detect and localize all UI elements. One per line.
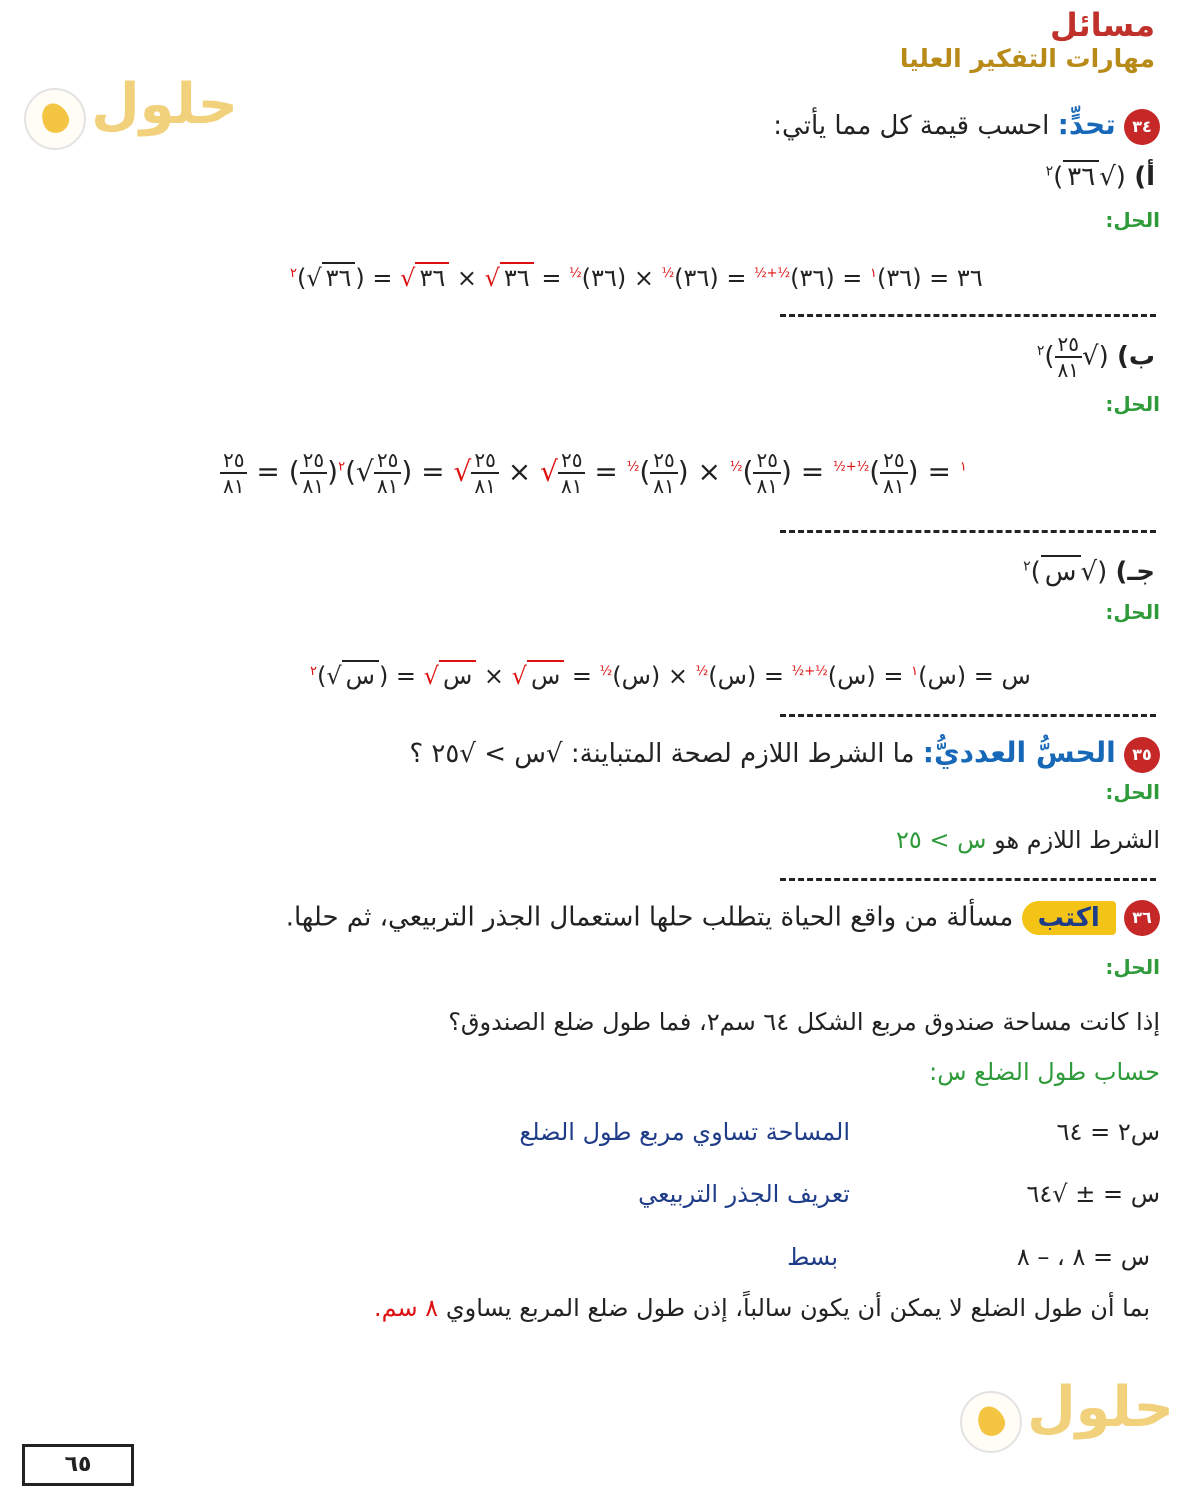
question-keyword: الحسُّ العدديُّ:: [922, 736, 1116, 769]
fraction: [471, 448, 498, 498]
fraction: [220, 448, 247, 498]
fraction: [880, 448, 907, 498]
solution-label: الحل:: [1105, 208, 1160, 232]
numerator: ٢٥: [880, 448, 907, 474]
fraction: [1055, 332, 1082, 382]
base: س: [621, 662, 651, 690]
divider: [780, 878, 1156, 881]
denominator: ٨١: [1057, 358, 1079, 382]
denominator: ٨١: [474, 474, 496, 498]
watermark-text: حلول: [91, 72, 239, 137]
part-b-solution: $\frac{٢٥}{٨١}$ = ( $\frac{٢٥}{٨١}$ ) $^١$ = ( $\frac{٢٥}{٨١}$ )$^{\frac{1}{2}+\frac{1}{2}}$ = ( $\frac{٢٥}{٨١}$ )$^{\frac{1}{2}}$ × ( $\frac{٢٥}{٨١}$ )$^{\frac{1}{2}}$ = $\frac{٢٥}{٨١}$ √ × $\frac{٢٥}{٨١}$ √ = ( $\frac{٢٥}{٨١}$ √)$^٢$: [220, 448, 967, 498]
question-34: [773, 108, 1160, 145]
step-reason: المساحة تساوي مربع طول الضلع: [519, 1118, 850, 1146]
step-equation: س٢ = ٦٤: [1056, 1118, 1160, 1146]
base: ٣٦: [683, 264, 710, 292]
numerator: ٢٥: [471, 448, 498, 474]
solution-label: الحل:: [1105, 392, 1160, 416]
denominator: ٨١: [653, 474, 675, 498]
fraction: [300, 448, 327, 498]
radicand: س: [439, 660, 476, 690]
base: ٣٦: [591, 264, 617, 292]
logo-icon: [24, 88, 86, 150]
base: ٣٦: [799, 264, 826, 292]
step-reason: بسط: [787, 1243, 838, 1271]
part-a-solution: ٣٦ = (٣٦)$^١$ = (٣٦)$^{\frac{1}{2}+\frac{1}{2}}$ = (٣٦)$^{\frac{1}{2}}$ × (٣٦)$^{\frac{1}{2}}$ = ٣٦√ × ٣٦√ = (٣٦√)$^٢$: [290, 264, 983, 292]
step-equation: س = ٨ ، – ٨: [1016, 1243, 1150, 1271]
radicand: ٣٦: [1063, 160, 1099, 192]
page-subheading: مهارات التفكير العليا: [899, 44, 1155, 73]
exponent: ٢: [1036, 342, 1045, 359]
page-number: ٦٥: [22, 1444, 134, 1486]
part-c-prompt: جـ) (√س)$^٢$: [1023, 557, 1155, 587]
base: س: [717, 662, 747, 690]
solution-label: الحل:: [1105, 955, 1160, 979]
numerator: ٢٥: [220, 448, 247, 474]
numerator: ٢٥: [300, 448, 327, 474]
inequality: √س > √٢٥ ؟: [409, 739, 563, 769]
numerator: ٢٥: [650, 448, 677, 474]
conclusion-text: بما أن طول الضلع لا يمكن أن يكون سالباً، إذن طول ضلع المربع يساوي: [445, 1294, 1150, 1322]
question-number-badge: ٣٥: [1124, 737, 1160, 773]
fraction: [558, 448, 585, 498]
denominator: ٨١: [883, 474, 905, 498]
exponent: ٢: [1023, 558, 1031, 575]
divider: [780, 530, 1156, 533]
problem-statement: إذا كانت مساحة صندوق مربع الشكل ٦٤ سم٢، فما طول ضلع الصندوق؟: [448, 1008, 1160, 1036]
base: ٣٦: [886, 264, 913, 292]
logo-icon: [960, 1391, 1022, 1453]
solution-label: الحل:: [1105, 600, 1160, 624]
part-b-prompt: ب) (√ $\frac{٢٥}{٨١}$ )$^٢$: [1036, 332, 1155, 382]
question-36: [286, 900, 1160, 936]
watermark-logo: [24, 72, 238, 150]
write-label-badge: اكتب: [1022, 901, 1116, 935]
numerator: ٢٥: [753, 448, 780, 474]
denominator: ٨١: [223, 474, 245, 498]
divider: [780, 314, 1156, 317]
question-text: مسألة من واقع الحياة يتطلب حلها استعمال الجذر التربيعي، ثم حلها.: [285, 902, 1014, 933]
denominator: ٨١: [560, 474, 583, 498]
exponent: ٢: [1045, 163, 1054, 180]
fraction: [650, 448, 677, 498]
radicand: ٣٦: [415, 262, 449, 292]
numerator: ٢٥: [558, 448, 585, 474]
result-value: س: [1001, 662, 1031, 690]
q35-answer: [896, 826, 1160, 854]
base: س: [927, 662, 957, 690]
denominator: ٨١: [376, 474, 399, 498]
question-text: احسب قيمة كل مما يأتي:: [773, 111, 1050, 141]
question-number-badge: ٣٤: [1124, 109, 1160, 145]
conclusion-value: ٨ سم.: [373, 1294, 439, 1322]
question-35: [409, 736, 1160, 773]
numerator: ٢٥: [374, 448, 401, 474]
page-heading: مسائل: [1050, 6, 1155, 44]
radicand: س: [527, 660, 564, 690]
denominator: ٨١: [302, 474, 325, 498]
fraction: [753, 448, 780, 498]
part-label: جـ): [1115, 557, 1155, 587]
step-equation: س = ± √٦٤: [1026, 1180, 1160, 1208]
solution-label: الحل:: [1105, 780, 1160, 804]
answer-prefix: الشرط اللازم هو: [994, 826, 1160, 854]
step-heading: حساب طول الضلع س:: [929, 1058, 1160, 1086]
part-c-solution: س = (س)$^١$ = (س)$^{\frac{1}{2}+\frac{1}{2}}$ = (س)$^{\frac{1}{2}}$ × (س)$^{\frac{1}{2}}$ = س√ × س√ = (س√)$^٢$: [310, 662, 1031, 690]
radicand: ٣٦: [500, 262, 534, 292]
answer-value: س > ٢٥: [896, 826, 987, 854]
question-keyword: تحدٍّ:: [1057, 108, 1116, 141]
fraction: [374, 448, 401, 498]
numerator: ٢٥: [1055, 332, 1082, 358]
radicand: ٣٦: [322, 262, 356, 292]
question-number-badge: ٣٦: [1124, 900, 1160, 936]
divider: [780, 714, 1156, 717]
part-a-prompt: أ) (√٣٦)$^٢$: [1045, 162, 1155, 192]
conclusion: [374, 1294, 1150, 1322]
watermark-logo-bottom: [960, 1375, 1174, 1453]
part-label: أ): [1134, 162, 1155, 192]
radicand: س: [1041, 555, 1081, 587]
result-value: ٣٦: [956, 264, 983, 292]
question-text: ما الشرط اللازم لصحة المتباينة:: [570, 739, 915, 769]
step-reason: تعريف الجذر التربيعي: [638, 1180, 850, 1208]
watermark-text: حلول: [1027, 1375, 1175, 1440]
part-label: ب): [1116, 341, 1155, 372]
radicand: س: [342, 660, 379, 690]
base: س: [837, 662, 867, 690]
denominator: ٨١: [756, 474, 778, 498]
